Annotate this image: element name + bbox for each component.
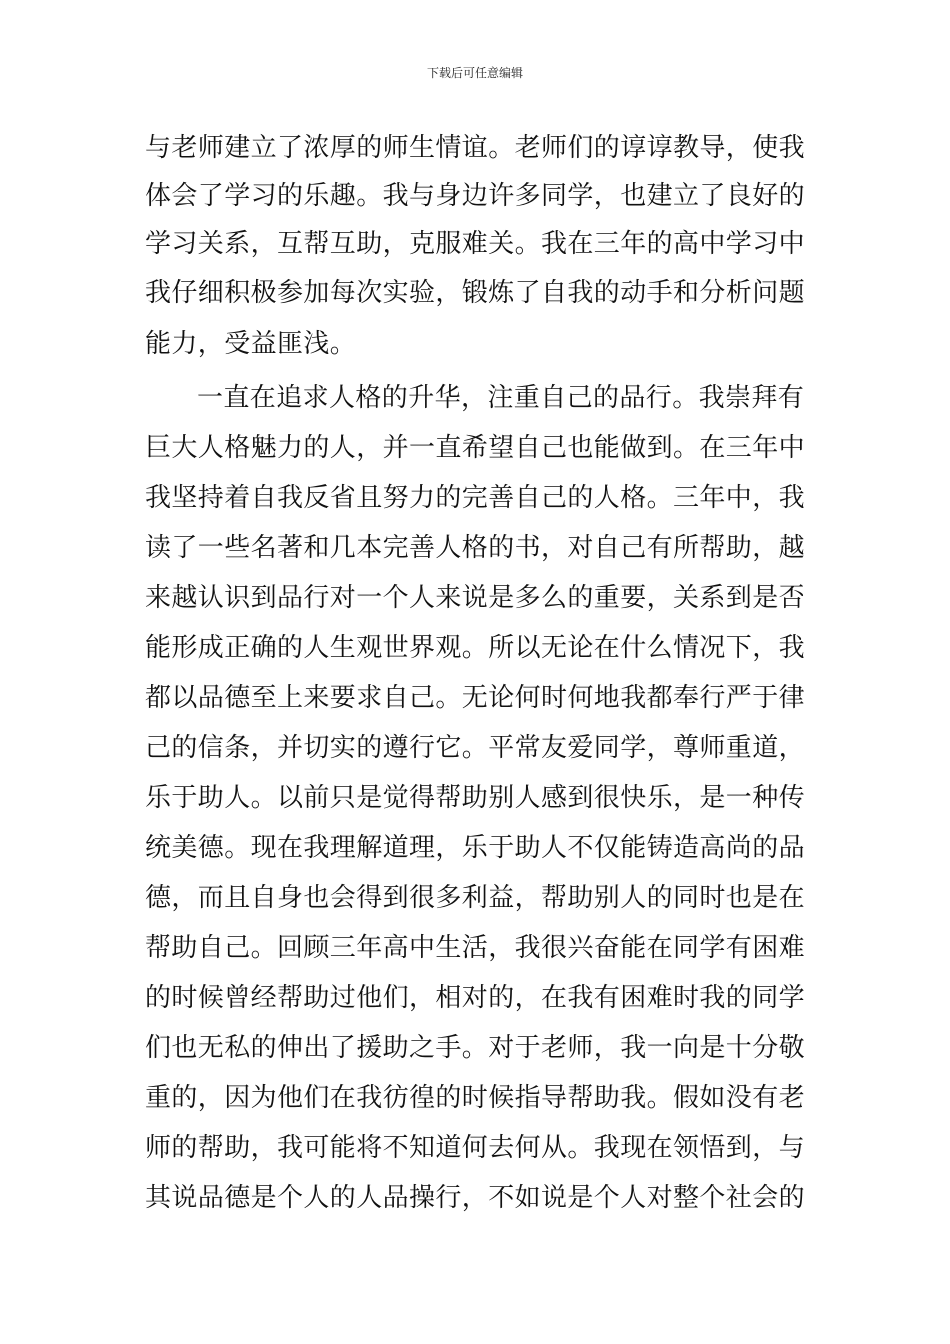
text-line: 我仔细积极参加每次实验，锻炼了自我的动手和分析问题 xyxy=(145,278,806,308)
text-line: 们也无私的伸出了援助之手。对于老师，我一向是十分敬 xyxy=(145,1033,806,1063)
text-line: 能形成正确的人生观世界观。所以无论在什么情况下，我 xyxy=(145,633,806,663)
text-line: 其说品德是个人的人品操行，不如说是个人对整个社会的 xyxy=(145,1183,806,1213)
text-line: 的时候曾经帮助过他们，相对的，在我有困难时我的同学 xyxy=(145,983,806,1013)
text-line: 德，而且自身也会得到很多利益，帮助别人的同时也是在 xyxy=(145,883,806,913)
text-line: 体会了学习的乐趣。我与身边许多同学，也建立了良好的 xyxy=(145,181,806,211)
text-line: 己的信条，并切实的遵行它。平常友爱同学，尊师重道， xyxy=(145,733,806,763)
text-line: 重的，因为他们在我彷徨的时候指导帮助我。假如没有老 xyxy=(145,1083,806,1113)
text-line: 帮助自己。回顾三年高中生活，我很兴奋能在同学有困难 xyxy=(145,933,806,963)
text-line: 统美德。现在我理解道理，乐于助人不仅能铸造高尚的品 xyxy=(145,833,806,863)
text-line: 师的帮助，我可能将不知道何去何从。我现在领悟到，与 xyxy=(145,1133,806,1163)
page-header: 下载后可任意编辑 xyxy=(426,66,523,80)
text-line: 与老师建立了浓厚的师生情谊。老师们的谆谆教导，使我 xyxy=(145,133,806,163)
text-line: 能力，受益匪浅。 xyxy=(145,329,357,359)
paragraph-first-line: 一直在追求人格的升华，注重自己的品行。我崇拜有 xyxy=(197,383,805,413)
text-line: 都以品德至上来要求自己。无论何时何地我都奉行严于律 xyxy=(145,683,806,713)
text-line: 来越认识到品行对一个人来说是多么的重要，关系到是否 xyxy=(145,583,806,613)
text-line: 学习关系，互帮互助，克服难关。我在三年的高中学习中 xyxy=(145,229,806,259)
text-line: 巨大人格魅力的人，并一直希望自己也能做到。在三年中 xyxy=(145,433,806,463)
text-line: 我坚持着自我反省且努力的完善自己的人格。三年中，我 xyxy=(145,483,806,513)
text-line: 乐于助人。以前只是觉得帮助别人感到很快乐，是一种传 xyxy=(145,783,806,813)
text-line: 读了一些名著和几本完善人格的书，对自己有所帮助，越 xyxy=(145,533,806,563)
